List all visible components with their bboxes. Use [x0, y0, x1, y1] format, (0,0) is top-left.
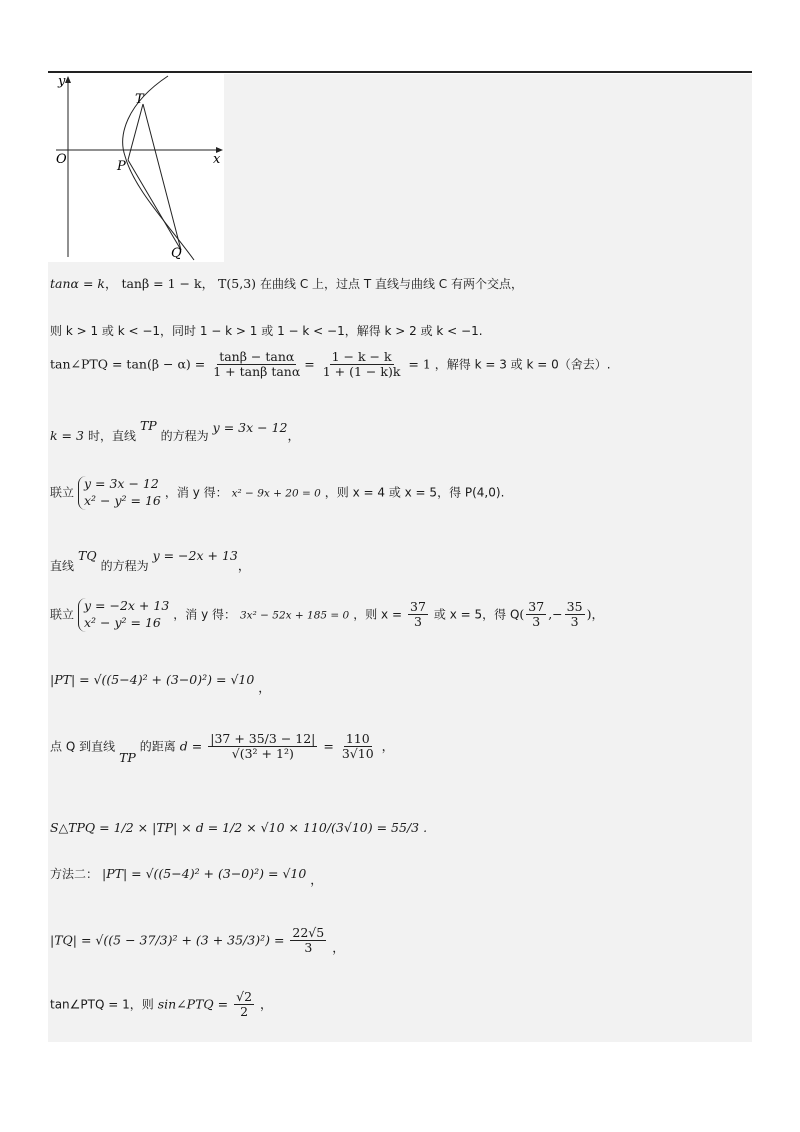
- text-area-s: S△TPQ =: [50, 820, 114, 835]
- text-equals-one: = 1: [408, 356, 431, 372]
- fraction-distance-result: [340, 732, 376, 762]
- label-q: Q: [171, 246, 182, 261]
- label-p: P: [117, 159, 126, 174]
- text-point-p: ，则 x = 4 或 x = 5，得 P(4,0).: [324, 485, 505, 500]
- text-d-eq: d =: [179, 738, 203, 754]
- text-tp-2: TP: [119, 750, 136, 766]
- text-tan-beta: ， tanβ = 1 − k: [104, 276, 202, 291]
- text-eliminate-y-2: ，消 y 得：: [173, 607, 237, 622]
- text-pt-length: |PT| = √((5−4)² + (3−0)²) = √10: [50, 672, 255, 687]
- fraction-distance: [208, 732, 317, 762]
- text-solve-k: ，解得 k = 3 或 k = 0（舍去）.: [434, 357, 611, 372]
- text-k-eq-3: k = 3: [50, 428, 84, 443]
- text-when-line: 时，直线: [87, 429, 136, 443]
- line-5: [50, 476, 504, 510]
- label-y: y: [58, 74, 66, 89]
- fraction-q2-den: 3: [570, 614, 579, 630]
- label-t: T: [135, 92, 144, 107]
- text-pt-length-2: |PT| = √((5−4)² + (3−0)²) = √10: [102, 866, 307, 881]
- fraction-2: [321, 350, 403, 380]
- fraction-q1-num: 37: [528, 599, 545, 614]
- text-comma-4: ，: [258, 680, 271, 695]
- system-1-eq-1: y = 3x − 12: [84, 476, 159, 491]
- line-12: [50, 926, 345, 956]
- text-area-calc: 1/2 × |TP| × d = 1/2 × √10 × 110/(3√10) = 55/3 .: [113, 820, 428, 835]
- text-tp: TP: [139, 418, 157, 433]
- text-equation-is-2: 的方程为: [100, 559, 149, 573]
- fraction-q2-num: 35: [566, 599, 583, 614]
- fraction-1-num: tanβ − tanα: [219, 349, 295, 364]
- line-8: [50, 672, 271, 695]
- label-o: O: [56, 152, 67, 167]
- text-equals: =: [323, 738, 334, 754]
- fraction-x-num: 37: [410, 599, 426, 614]
- text-distance: 的距离: [139, 739, 176, 754]
- line-13: [50, 990, 273, 1020]
- text-eliminate-y: ，消 y 得：: [164, 485, 228, 500]
- label-x: x: [213, 152, 221, 167]
- text-tan-ptq-1: tan∠PTQ = 1，则: [50, 997, 154, 1012]
- text-point-q-to-line: 点 Q 到直线: [50, 739, 116, 754]
- fraction-q1: [526, 600, 546, 630]
- text-equation-is: 的方程为: [160, 429, 209, 443]
- line-1: [50, 276, 523, 292]
- fraction-1-den: 1 + tanβ tanα: [213, 364, 301, 380]
- text-comma: ，: [287, 428, 300, 443]
- fraction-tq-den: 3: [304, 940, 313, 956]
- text-comma-8: ，: [260, 996, 273, 1012]
- curve-c: [123, 76, 194, 260]
- system-2-eq-2: x² − y² = 16: [84, 614, 161, 630]
- text-tp-equation: y = 3x − 12: [212, 420, 288, 435]
- fraction-sin-num: √2: [236, 989, 253, 1004]
- fraction-tq: [290, 926, 326, 956]
- text-combine: 联立: [50, 485, 75, 500]
- hyperbola-figure: [48, 74, 224, 262]
- text-tan-alpha: tanα = k: [50, 276, 105, 291]
- fraction-q1-den: 3: [532, 614, 541, 630]
- text-comma-2: ，: [237, 558, 251, 573]
- text-tq: TQ: [78, 548, 97, 563]
- system-2-eq-1: y = −2x + 13: [84, 598, 170, 613]
- text-line: 直线: [50, 559, 75, 573]
- line-6: [50, 548, 251, 573]
- fraction-2-num: 1 − k − k: [331, 349, 392, 364]
- fraction-tq-num: 22√5: [292, 925, 325, 940]
- text-sin-ptq: sin∠PTQ =: [157, 996, 229, 1012]
- text-comma-5: ，: [381, 738, 395, 754]
- text-line-1-cn: 在曲线 C 上，过点 T 直线与曲线 C 有两个交点，: [260, 277, 523, 291]
- text-comma-7: ，: [332, 940, 345, 956]
- fraction-x: [408, 600, 428, 630]
- line-9: [50, 731, 395, 766]
- line-3: tan∠PTQ = tan(β − α) = $\frac{\tan\beta - \tan\alpha}{\text{1 + tanβ tanα}}$ = $\frac{1 - k - k}{1 + (1 - k)k}$ = 1 ，解得 k = 3 或 k = 0（舍去）.: [50, 349, 611, 380]
- fraction-distance-den: √(3² + 1²): [231, 746, 294, 762]
- segment-tp: [128, 104, 143, 160]
- text-method-two: 方法二：: [50, 867, 99, 881]
- fraction-2-den: 1 + (1 − k)k: [322, 364, 401, 380]
- top-rule: [48, 71, 752, 73]
- fraction-sin-den: 2: [240, 1004, 249, 1020]
- text-tq-length: |TQ| = √((5 − 37/3)² + (3 + 35/3)²) =: [50, 932, 289, 948]
- line-4: [50, 418, 300, 444]
- text-point-t: ， T(5,3): [201, 276, 257, 291]
- text-combine-2: 联立: [50, 607, 75, 622]
- fraction-q2: [565, 600, 585, 630]
- text-quadratic-1: x² − 9x + 20 = 0: [231, 487, 321, 500]
- text-tq-equation: y = −2x + 13: [152, 548, 238, 563]
- fraction-result-den: 3√10: [341, 746, 374, 762]
- fraction-result-num: 110: [345, 731, 370, 746]
- fraction-distance-num: |37 + 35/3 − 12|: [210, 731, 316, 746]
- text-or-x5: 或 x = 5，得 Q: [433, 607, 520, 622]
- figure-svg: [48, 74, 224, 262]
- line-10: [50, 820, 427, 836]
- text-quadratic-2: 3x² − 52x + 185 = 0: [240, 609, 350, 622]
- text-then-x: ，则 x =: [353, 607, 403, 622]
- text-comma-6: ，: [310, 872, 323, 887]
- line-2: 则 k > 1 或 k < −1，同时 1 − k > 1 或 1 − k < −1，解得 k > 2 或 k < −1.: [50, 324, 483, 338]
- text-comma-3: ，: [591, 606, 604, 622]
- fraction-1: [211, 350, 302, 380]
- line-11: [50, 866, 323, 887]
- system-2: [78, 598, 169, 632]
- segment-pq: [128, 160, 181, 250]
- fraction-x-den: 3: [413, 614, 422, 630]
- line-7: 联立 y = −2x + 13 x² − y² = 16 ，消 y 得： 3x² − 52x + 185 = 0 ，则 x = $\frac{37}{3}$ 或 x = 5，得 Q( $\frac{37}{3}$ ,− $\frac{35}{3}$ )，: [50, 598, 604, 630]
- system-1: [78, 476, 161, 510]
- y-axis-arrow: [65, 76, 71, 83]
- fraction-sin: [234, 990, 254, 1020]
- system-1-eq-2: x² − y² = 16: [84, 492, 161, 508]
- text-tan-ptq: tan∠PTQ = tan(β − α) =: [50, 356, 210, 372]
- segment-tq: [143, 104, 181, 250]
